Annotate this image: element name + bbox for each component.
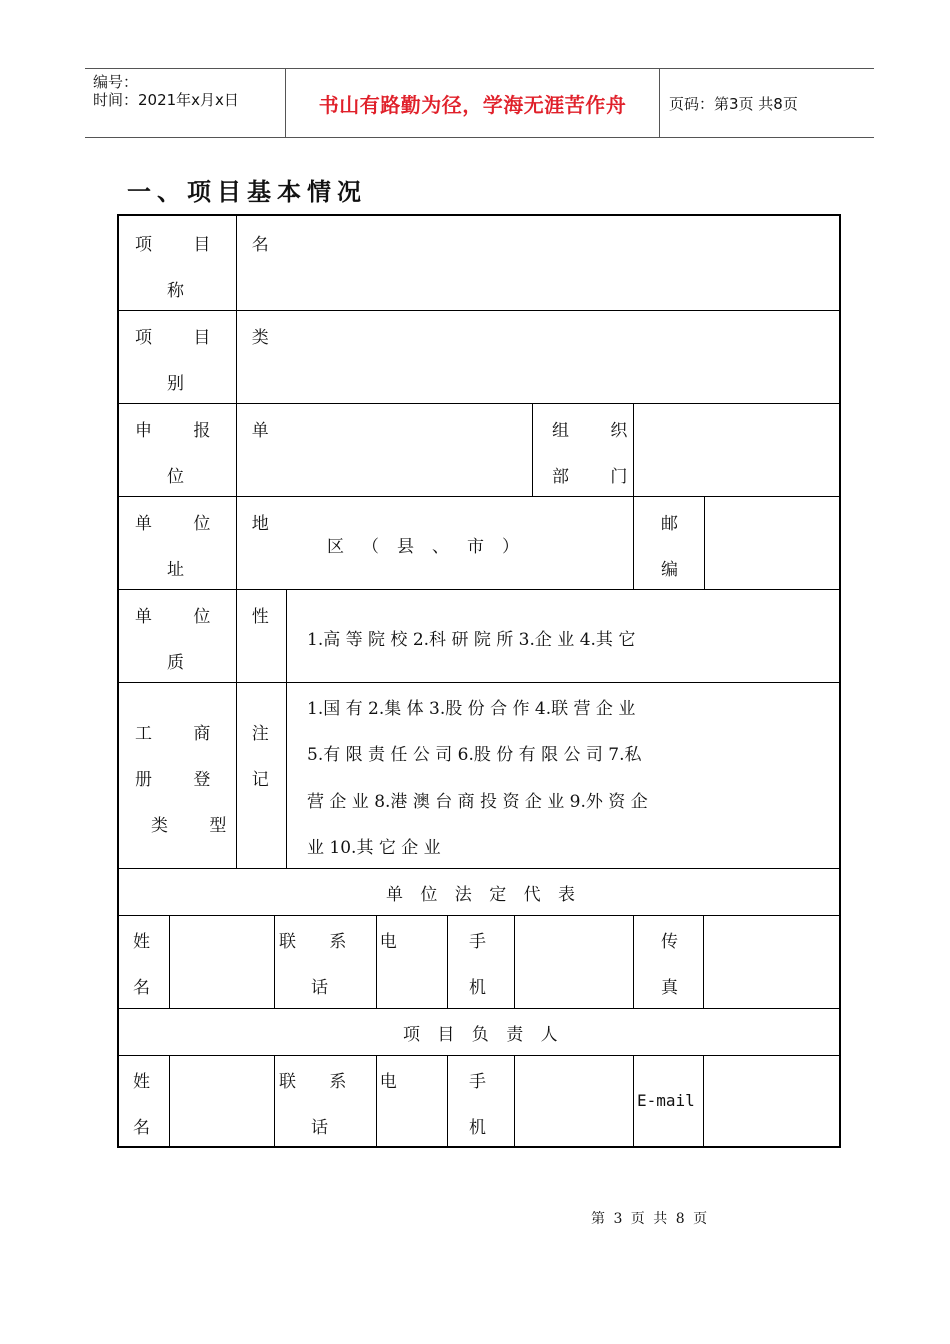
business-reg-option-line: 业 10.其 它 企 业: [307, 838, 441, 858]
legal-rep-heading: 单 位 法 定 代 表: [386, 885, 582, 905]
label-mobile-cont: 机: [469, 978, 486, 998]
label-applicant-unit: 申 报 单: [135, 421, 287, 441]
header-meta-cell: [85, 69, 285, 137]
field-business-reg-check[interactable]: [237, 683, 286, 868]
label-project-category: 项 目 类: [135, 328, 287, 348]
label-mobile-cont: 机: [469, 1118, 486, 1138]
address-hint: 区（县、市）: [327, 537, 537, 557]
label-project-category-cont: 别: [167, 374, 184, 394]
col-divider: [447, 1055, 448, 1148]
business-reg-option-line: 5.有 限 责 任 公 司 6.股 份 有 限 公 司 7.私: [307, 745, 642, 765]
project-lead-heading: 项 目 负 责 人: [403, 1025, 564, 1045]
label-applicant-unit-cont: 位: [167, 467, 184, 487]
label-business-reg-line3: 类 型: [151, 816, 245, 836]
field-applicant-unit[interactable]: [237, 404, 532, 496]
business-reg-option-line: 1.国 有 2.集 体 3.股 份 合 作 4.联 营 企 业: [307, 699, 636, 719]
label-name: 姓: [133, 932, 150, 952]
field-legal-rep-mobile[interactable]: [515, 916, 633, 1008]
label-phone: 联 系 电: [279, 932, 411, 952]
field-project-category[interactable]: [237, 311, 839, 403]
label-name-cont: 名: [133, 1118, 150, 1138]
label-unit-nature-cont: 质: [167, 653, 184, 673]
header-slogan: 书山有路勤为径，学海无涯苦作舟: [318, 92, 627, 117]
row-divider: [119, 589, 839, 590]
col-divider: [447, 915, 448, 1008]
row-divider: [119, 868, 839, 869]
field-project-lead-mobile[interactable]: [515, 1056, 633, 1148]
label-phone-cont: 话: [311, 1118, 328, 1138]
header-divider: [659, 69, 660, 137]
field-project-lead-name[interactable]: [170, 1056, 274, 1148]
label-fax-cont: 真: [661, 978, 678, 998]
field-project-name[interactable]: [237, 216, 839, 309]
field-unit-nature-check[interactable]: [237, 590, 286, 682]
project-info-form: [117, 214, 841, 1148]
label-postcode-cont: 编: [661, 560, 678, 580]
col-divider: [532, 403, 533, 496]
label-mobile: 手: [469, 1072, 486, 1092]
page-header: [85, 68, 874, 138]
label-email: E-mail: [637, 1091, 695, 1110]
label-postcode: 邮: [661, 514, 678, 534]
header-page-info: 页码：第3页 共8页: [669, 94, 798, 113]
label-business-reg-line2: 册 登 记: [135, 770, 287, 790]
label-fax: 传: [661, 932, 678, 952]
unit-nature-options: 1.高 等 院 校 2.科 研 院 所 3.企 业 4.其 它: [307, 630, 636, 650]
page-footer: 第 3 页 共 8 页: [591, 1211, 708, 1227]
label-project-name-cont: 称: [167, 281, 184, 301]
field-legal-rep-name[interactable]: [170, 916, 274, 1008]
label-unit-address: 单 位 地: [135, 514, 287, 534]
field-postcode[interactable]: [705, 497, 839, 589]
label-name: 姓: [133, 1072, 150, 1092]
col-divider: [274, 915, 275, 1008]
label-unit-address-cont: 址: [167, 560, 184, 580]
col-divider: [633, 1055, 634, 1148]
label-organizer-dept-cont: 部 门: [552, 467, 646, 487]
label-unit-nature: 单 位 性: [135, 607, 287, 627]
document-number-label: 编号：: [93, 73, 139, 91]
col-divider: [633, 915, 634, 1008]
label-project-name: 项 目 名: [135, 235, 287, 255]
field-organizer-dept[interactable]: [634, 404, 839, 496]
label-name-cont: 名: [133, 978, 150, 998]
label-phone-cont: 话: [311, 978, 328, 998]
document-time-label: 时间：2021年x月x日: [93, 91, 239, 109]
label-phone: 联 系 电: [279, 1072, 411, 1092]
business-reg-option-line: 营 企 业 8.港 澳 台 商 投 资 企 业 9.外 资 企: [307, 792, 648, 812]
label-mobile: 手: [469, 932, 486, 952]
section-title: 一、项目基本情况: [127, 177, 367, 206]
field-project-lead-phone[interactable]: [377, 1056, 447, 1148]
col-divider: [274, 1055, 275, 1148]
field-legal-rep-fax[interactable]: [704, 916, 839, 1008]
row-divider: [119, 682, 839, 683]
field-project-lead-email[interactable]: [704, 1056, 839, 1148]
label-business-reg: 工 商 注: [135, 724, 287, 744]
field-legal-rep-phone[interactable]: [377, 916, 447, 1008]
label-organizer-dept: 组 织: [552, 421, 646, 441]
row-divider: [119, 1008, 839, 1009]
